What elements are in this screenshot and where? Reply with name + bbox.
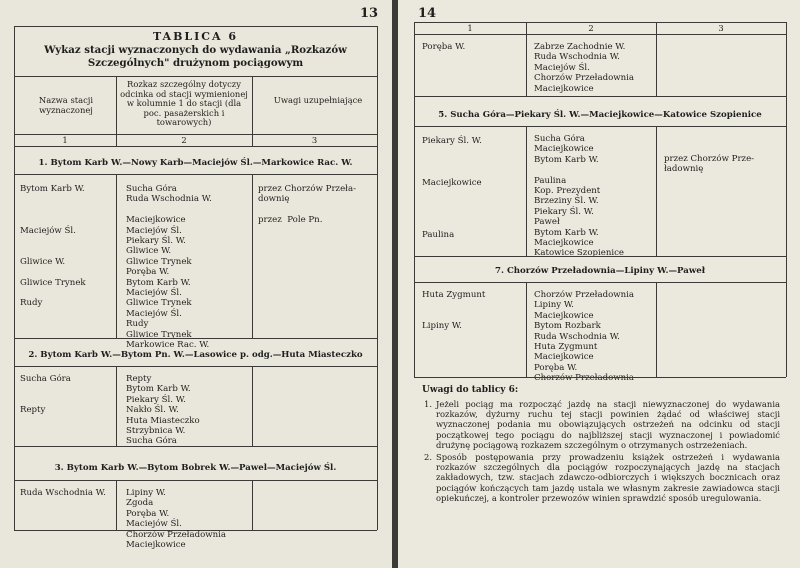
header-bottom-rule [414,34,786,35]
note-item [424,452,780,503]
destination-list: Zabrze Zachodnie W. Ruda Wschodnia W. Maciejów Śl. Chorzów Przeładownia Maciejkowice [534,42,635,94]
destination-list: Repty Bytom Karb W. Piekary Śl. W. Nakło Śl. W. Huta Miasteczko Strzybnica W. Sucha Góra [126,374,200,447]
section-heading: 5. Sucha Góra—Piekary Śl. W.—Maciejkowice—Katowice Szopienice [438,110,762,120]
remarks-list: przez Chorzów Przeła- downię przez Pole Pn. [258,184,356,226]
station-list: Ruda Wschodnia W. [20,488,106,498]
section-heading: 7. Chorzów Przeładownia—Lipiny W.—Paweł [494,266,706,276]
col-header-section: Rozkaz szczególny dotyczy odcinka od stacji wymienionej w kolumnie 1 do stacji (dla poc. pasażerskich i towarowych) [120,79,248,128]
section-heading: 2. Bytom Karb W.—Bytom Pn. W.—Lasowice p. odg.—Huta Miasteczko [28,350,363,360]
destination-list: Chorzów Przeładownia Lipiny W. Maciejkowice Bytom Rozbark Ruda Wschodnia W. Huta Zygmunt Maciejkowice Poręba W. Chorzów Przeładownia [534,290,635,384]
col-sep-1 [116,480,117,530]
col-header-station: Nazwa stacji wyznaczonej [38,95,94,115]
section-rule [14,366,377,367]
table-border-bottom [414,377,786,378]
section-heading: 1. Bytom Karb W.—Nowy Karb—Maciejów Śl.—Markowice Rac. W. [38,158,353,168]
col-number-1: 1 [467,23,473,33]
page-number: 13 [360,6,379,21]
col-sep-1 [526,126,527,256]
col-sep-1 [116,174,117,338]
header-bottom-rule [14,146,377,147]
note-text: Jeżeli pociąg ma rozpocząć jazdę na stacji niewyznaczonej do wydawania rozkazów, dyżurny ruchu tej stacji powinien żądać od właściwej stacji wyznaczonej podania mu obowiązujących ostrzeżeń na odcinku od stacji początkowej tego pociągu do najbliższej stacji wyznaczonej i powiadomić drużynę pociągową rozkazem szczególnym o otrzymanych ostrzeżeniach. [436,399,780,450]
note-number: 2. [424,452,432,462]
col-number-1: 1 [62,135,68,145]
col-number-2: 2 [181,135,187,145]
col-number-3: 3 [718,23,724,33]
col-sep-1 [116,366,117,446]
right-page [398,0,800,568]
station-list: Sucha Góra Repty [20,374,71,416]
destination-list: Sucha Góra Ruda Wschodnia W. Maciejkowice Maciejów Śl. Piekary Śl. W. Gliwice W. Gliwice Trynek Poręba W. Bytom Karb W. Maciejów Śl. Gliwice Trynek Maciejów Śl. Rudy Gliwice Trynek Markowice Rac. W. [126,184,212,351]
section-rule [14,446,377,447]
station-list: Huta Zygmunt Lipiny W. [422,290,486,332]
note-item [424,399,780,450]
col-header-remarks: Uwagi uzupełniające [273,95,363,105]
station-list: Piekary Śl. W. Maciejkowice Paulina [422,136,482,240]
table-subtitle-line2: Szczególnych" drużynom pociągowym [87,57,304,69]
section-rule [414,256,786,257]
destination-list: Sucha Góra Maciejkowice Bytom Karb W. Paulina Kop. Prezydent Brzeziny Śl. W. Piekary Śl. W. Paweł Bytom Karb W. Maciejkowice Katowice Szopienice [534,134,625,259]
table-border-top [14,26,377,27]
note-number: 1. [424,399,432,409]
section-rule [14,338,377,339]
col-number-rule [14,134,377,135]
table-border-left [414,22,415,377]
col-sep-1 [526,22,527,96]
table-border-left [14,26,15,530]
destination-list: Lipiny W. Zgoda Poręba W. Maciejów Śl. Chorzów Przeładownia Maciejkowice [126,488,227,551]
header-rule [14,76,377,77]
col-sep-2 [656,282,657,377]
section-rule [414,96,786,97]
station-list: Poręba W. [422,42,466,52]
page-number: 14 [418,6,437,21]
section-rule [414,126,786,127]
section-rule [14,480,377,481]
left-page [0,0,392,568]
table-border-right [786,22,787,377]
col-sep-2 [252,480,253,530]
notes-title: Uwagi do tablicy 6: [422,385,519,395]
col-sep-2 [252,174,253,338]
col-sep-2 [656,22,657,96]
station-list: Bytom Karb W. Maciejów Śl. Gliwice W. Gliwice Trynek Rudy [20,184,86,309]
table-border-right [377,26,378,530]
col-sep-2 [252,366,253,446]
table-subtitle-line1: Wykaz stacji wyznaczonych do wydawania „Rozkazów [44,44,347,56]
section-heading: 3. Bytom Karb W.—Bytom Bobrek W.—Pawel—Maciejów Śl. [54,463,337,473]
col-number-2: 2 [588,23,594,33]
col-number-3: 3 [311,135,318,145]
remarks-list: przez Chorzów Prze- ładownię [664,154,755,175]
col-sep-1 [526,282,527,377]
col-sep-2 [656,126,657,256]
section-rule [14,174,377,175]
table-title: TABLICA 6 [152,30,239,43]
section-rule [414,282,786,283]
note-text: Sposób postępowania przy prowadzeniu książek ostrzeżeń i wydawania rozkazów szczególnych dla pociągów rozpoczynających jazdę na stacjach zakładowych, tzw. stacjach zdawczo-odbiorczych i większych bocznicach oraz pociągów kończących tam jazdę ustala we własnym zakresie zawiadowca stacji opiekuńczej, a kontroler przewozów winien sprawdzić sposób uregulowania. [436,452,780,503]
